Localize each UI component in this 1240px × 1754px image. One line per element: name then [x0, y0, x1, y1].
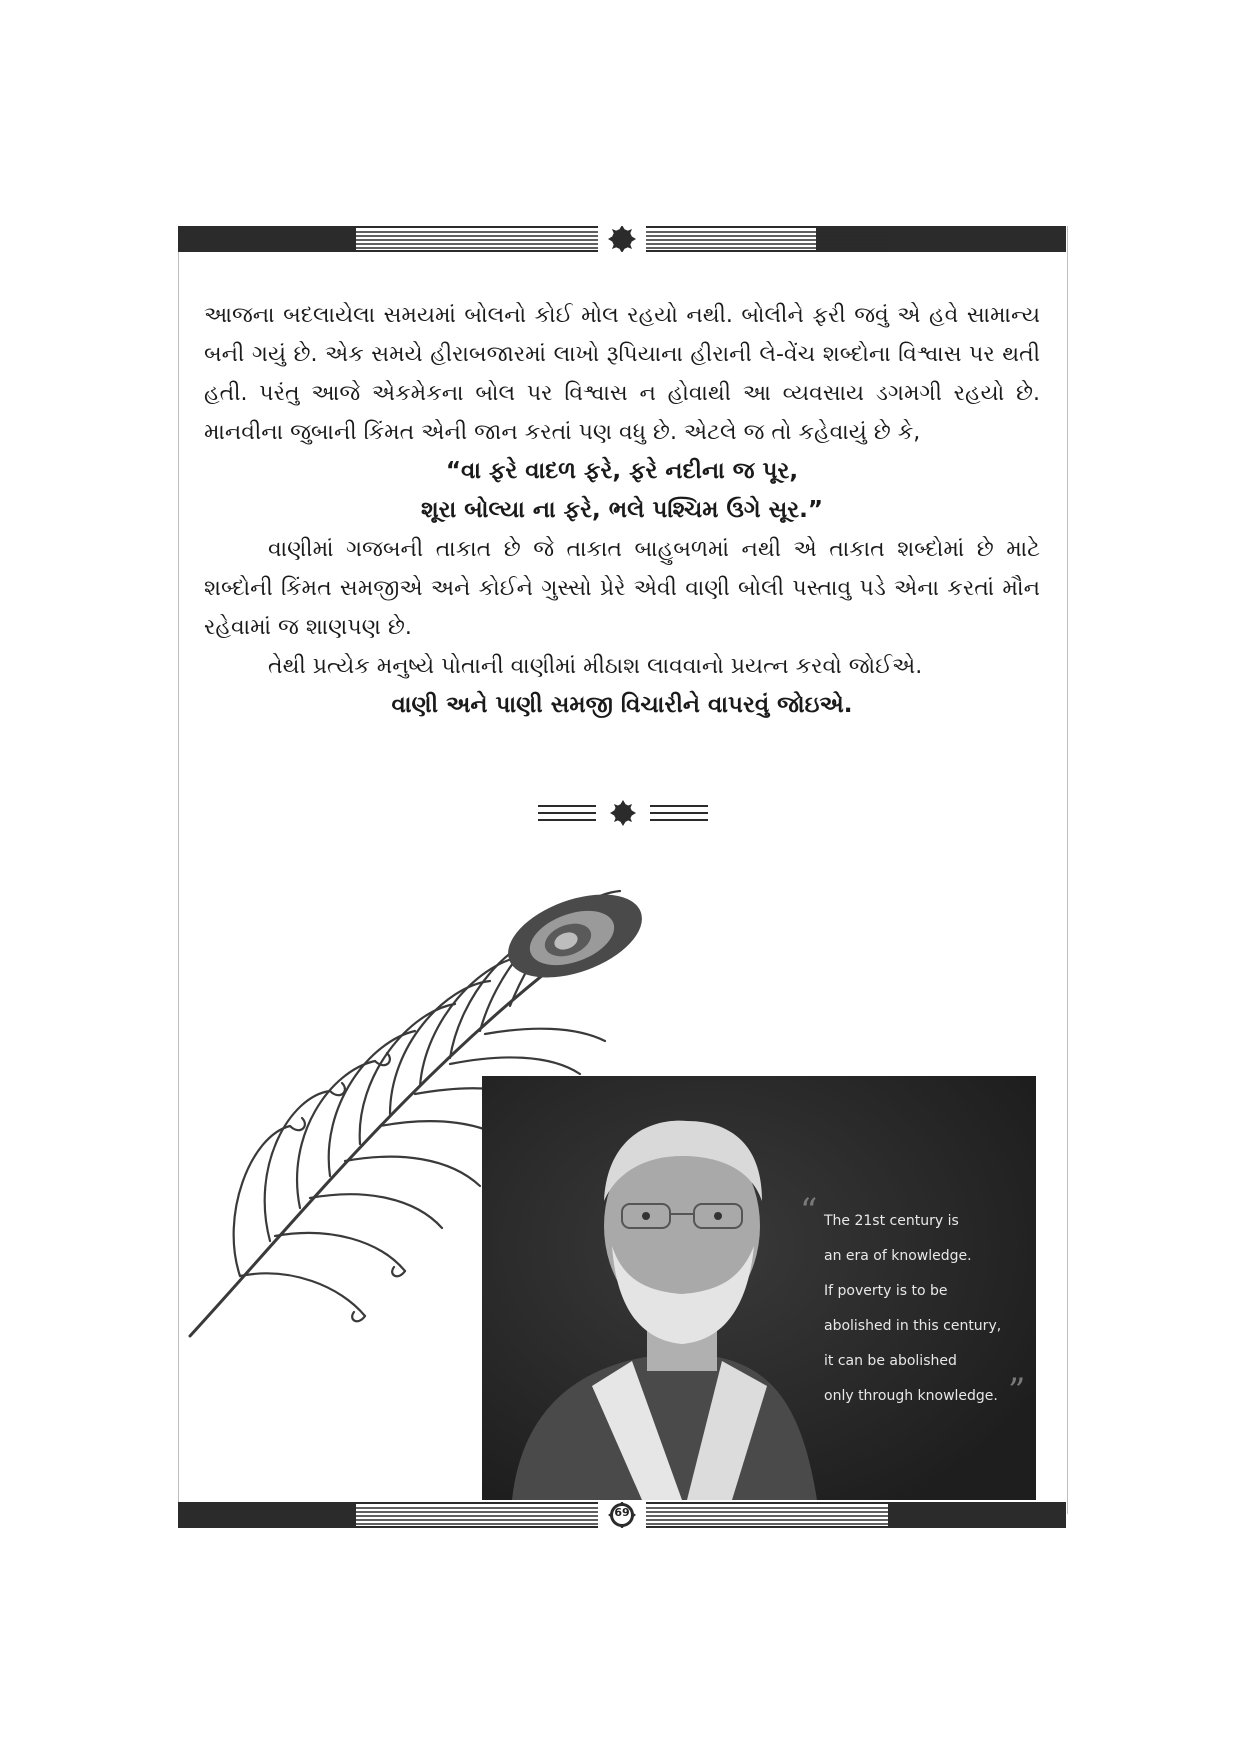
quote-line: it can be abolished — [824, 1353, 957, 1369]
quote-line: abolished in this century, — [824, 1318, 1002, 1334]
closing-line: વાણી અને પાણી સમજી વિચારીને વાપરવું જોઇએ. — [391, 692, 853, 718]
page-number: 69 — [614, 1506, 630, 1519]
open-quote-mark: “ — [800, 1191, 818, 1231]
paragraph-3: તેથી પ્રત્યેક મનુષ્યે પોતાની વાણીમાં મીઠાશ લાવવાનો પ્રયત્ન કરવો જોઈએ. — [268, 654, 923, 679]
photo-quote-text — [824, 1204, 1024, 1414]
quote-line: If poverty is to be — [824, 1283, 948, 1299]
quote-line: only through knowledge. — [824, 1388, 998, 1404]
header-ornament-bar — [178, 226, 1066, 252]
footer-ornament-bar — [178, 1502, 1066, 1528]
paragraph-1: આજના બદલાયેલા સમયમાં બોલનો કોઈ મોલ રહયો નથી. બોલીને ફરી જવું એ હવે સામાન્ય બની ગયું છે. એક સમયે હીરાબજારમાં લાખો રૂપિયાના હીરાની લે-વેંચ શબ્દોના વિશ્વાસ પર થતી હતી. પરંતુ આજે એકમેકના બોલ પર વિશ્વાસ ન હોવાથી આ વ્યવસાય ડગમગી રહયો છે. માનવીના જુબાની કિંમત એની જાન કરતાં પણ વધુ છે. એટલે જ તો કહેવાયું છે કે, — [204, 303, 1040, 445]
couplet-line-1: “વા ફરે વાદળ ફરે, ફરે નદીના જ પૂર, — [445, 458, 799, 484]
article-body — [204, 296, 1040, 725]
quote-line: The 21st century is — [824, 1213, 959, 1229]
paragraph-2: વાણીમાં ગજબની તાકાત છે જે તાકાત બાહુબળમાં નથી એ તાકાત શબ્દોમાં છે માટે શબ્દોની કિંમત સમજીએ અને કોઈને ગુસ્સો પ્રેરે એવી વાણી બોલી પસ્તાવુ પડે એના કરતાં મૌન રહેવામાં જ શાણપણ છે. — [204, 537, 1040, 640]
close-quote-mark: ” — [1008, 1371, 1026, 1411]
sun-ornament-icon — [610, 800, 636, 826]
couplet-line-2: શૂરા બોલ્યા ના ફરે, ભલે પશ્ચિમ ઉગે સૂર.” — [420, 497, 824, 523]
section-divider — [538, 798, 708, 832]
portrait-photo — [482, 1076, 1036, 1500]
quote-line: an era of knowledge. — [824, 1248, 972, 1264]
